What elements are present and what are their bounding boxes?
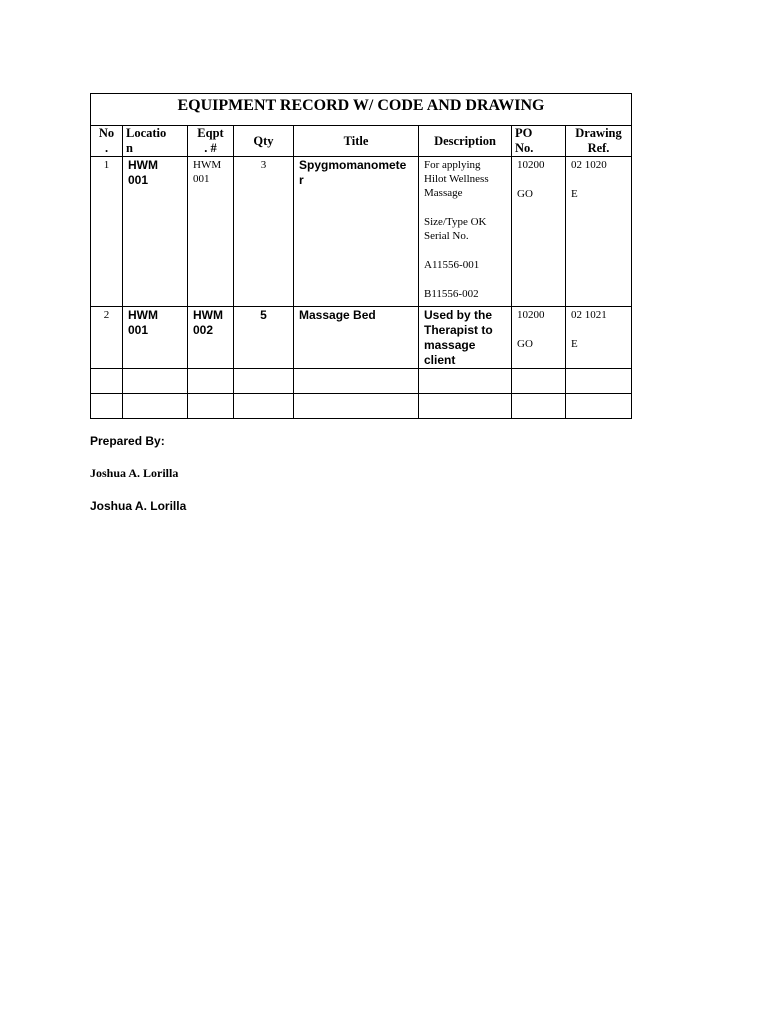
cell-description: Used by the Therapist to massage client xyxy=(419,307,512,369)
cell-location: HWM 001 xyxy=(123,157,188,307)
cell-po: 10200 GO xyxy=(512,307,566,369)
header-title: Title xyxy=(294,126,419,157)
header-eqpt: Eqpt . # xyxy=(188,126,234,157)
cell-po: 10200 GO xyxy=(512,157,566,307)
cell-eqpt: HWM 002 xyxy=(188,307,234,369)
header-location: Locatio n xyxy=(123,126,188,157)
preparer-name-secondary: Joshua A. Lorilla xyxy=(90,499,187,513)
empty-row xyxy=(91,369,632,394)
header-qty: Qty xyxy=(234,126,294,157)
table-title: EQUIPMENT RECORD W/ CODE AND DRAWING xyxy=(91,94,632,126)
table-row xyxy=(91,307,632,369)
cell-qty: 3 xyxy=(234,157,294,307)
header-drawing: Drawing Ref. xyxy=(566,126,632,157)
cell-drawing: 02 1021 E xyxy=(566,307,632,369)
equipment-record-document xyxy=(90,93,631,419)
cell-no: 1 xyxy=(91,157,123,307)
cell-description: For applying Hilot Wellness Massage Size/Type OK Serial No. A11556-001 B11556-002 xyxy=(419,157,512,307)
cell-eqpt: HWM 001 xyxy=(188,157,234,307)
header-po: PO No. xyxy=(512,126,566,157)
cell-title: Massage Bed xyxy=(294,307,419,369)
cell-location: HWM 001 xyxy=(123,307,188,369)
cell-qty: 5 xyxy=(234,307,294,369)
cell-no: 2 xyxy=(91,307,123,369)
cell-title: Spygmomanomete r xyxy=(294,157,419,307)
prepared-by-label: Prepared By: xyxy=(90,434,165,448)
preparer-name: Joshua A. Lorilla xyxy=(90,466,179,480)
empty-row xyxy=(91,394,632,419)
header-no: No . xyxy=(91,126,123,157)
cell-drawing: 02 1020 E xyxy=(566,157,632,307)
table-row xyxy=(91,157,632,307)
header-description: Description xyxy=(419,126,512,157)
header-row xyxy=(91,126,632,157)
equipment-record-table xyxy=(90,93,632,419)
